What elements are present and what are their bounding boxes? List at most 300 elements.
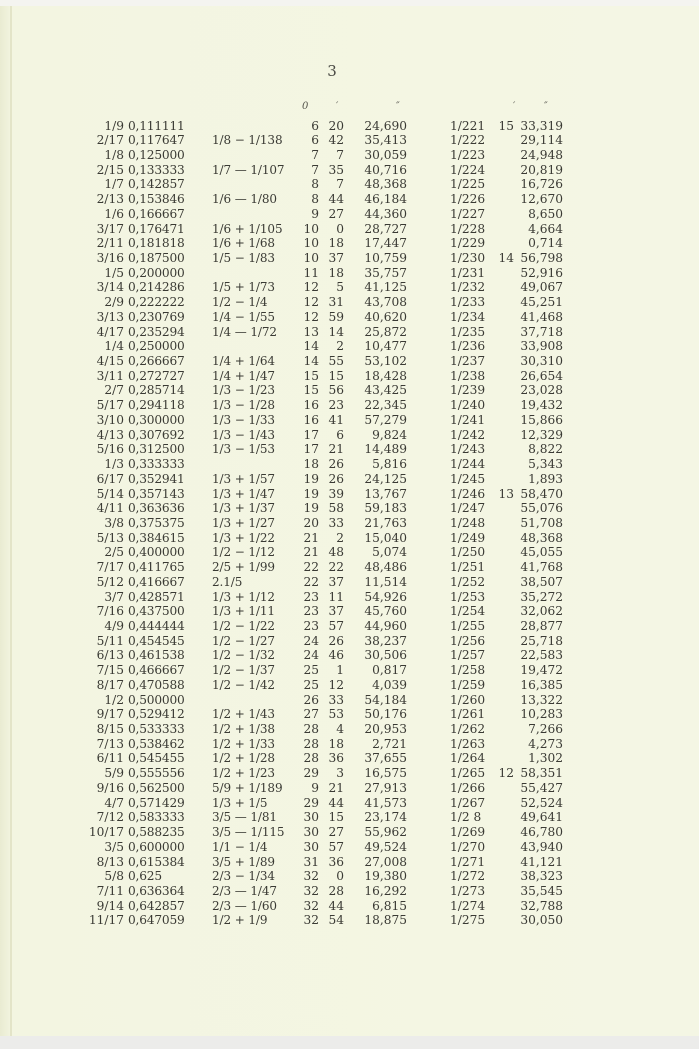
seconds-cell: 46,184 <box>364 192 407 207</box>
decimal-cell: 0,437500 <box>128 604 185 619</box>
reciprocal-cell: 1/246 <box>450 486 486 501</box>
fraction-cell: 2/11 <box>96 236 124 251</box>
seconds-cell: 45,760 <box>364 604 407 619</box>
right-seconds-cell: 55,076 <box>520 501 563 516</box>
table-row <box>0 441 699 457</box>
expression-cell: 1/7 — 1/107 <box>212 162 285 177</box>
decimal-cell: 0,411765 <box>128 560 185 575</box>
right-seconds-cell: 16,726 <box>520 177 563 192</box>
right-seconds-cell: 35,545 <box>520 883 563 898</box>
fraction-cell: 5/12 <box>96 574 124 589</box>
degrees-cell: 31 <box>303 854 319 869</box>
reciprocal-cell: 1/254 <box>450 604 486 619</box>
decimal-cell: 0,583333 <box>128 810 185 825</box>
seconds-cell: 20,953 <box>364 722 407 737</box>
decimal-cell: 0,307692 <box>128 427 185 442</box>
reciprocal-cell: 1/250 <box>450 545 486 560</box>
seconds-cell: 19,380 <box>364 869 407 884</box>
reciprocal-cell: 1/240 <box>450 398 486 413</box>
table-row <box>0 471 699 487</box>
minutes-cell: 55 <box>328 354 344 369</box>
page-number: 3 <box>327 62 337 80</box>
fraction-cell: 6/17 <box>96 471 124 486</box>
fraction-cell: 2/9 <box>104 295 124 310</box>
fraction-cell: 7/12 <box>96 810 124 825</box>
seconds-cell: 40,716 <box>364 162 407 177</box>
table-row <box>0 147 699 163</box>
decimal-cell: 0,461538 <box>128 648 185 663</box>
expression-cell: 1/2 + 1/38 <box>212 722 275 737</box>
minutes-cell: 7 <box>336 147 344 162</box>
fraction-cell: 1/9 <box>104 118 124 133</box>
minutes-cell: 2 <box>336 530 344 545</box>
seconds-cell: 41,125 <box>364 280 407 295</box>
seconds-cell: 57,279 <box>364 412 407 427</box>
minutes-cell: 26 <box>328 457 344 472</box>
reciprocal-cell: 1/230 <box>450 250 486 265</box>
decimal-cell: 0,375375 <box>128 515 185 530</box>
decimal-cell: 0,166667 <box>128 206 185 221</box>
reciprocal-cell: 1/262 <box>450 722 486 737</box>
right-seconds-cell: 46,780 <box>520 825 563 840</box>
minutes-cell: 0 <box>336 869 344 884</box>
decimal-cell: 0,352941 <box>128 471 185 486</box>
expression-cell: 2/3 − 1/34 <box>212 869 275 884</box>
decimal-cell: 0,200000 <box>128 265 185 280</box>
table-row <box>0 736 699 752</box>
expression-cell: 1/3 − 1/53 <box>212 442 275 457</box>
degrees-cell: 28 <box>303 751 319 766</box>
minutes-cell: 37 <box>328 604 344 619</box>
expression-cell: 5/9 + 1/189 <box>212 780 283 795</box>
decimal-cell: 0,454545 <box>128 633 185 648</box>
reciprocal-cell: 1/274 <box>450 898 486 913</box>
minutes-cell: 57 <box>328 839 344 854</box>
table-row <box>0 279 699 295</box>
minutes-cell: 41 <box>328 412 344 427</box>
reciprocal-cell: 1/253 <box>450 589 486 604</box>
expression-cell: 1/3 − 1/43 <box>212 427 275 442</box>
degrees-cell: 29 <box>303 795 319 810</box>
decimal-cell: 0,466667 <box>128 663 185 678</box>
minutes-cell: 59 <box>328 309 344 324</box>
seconds-cell: 37,655 <box>364 751 407 766</box>
degrees-cell: 9 <box>311 206 319 221</box>
reciprocal-cell: 1/241 <box>450 412 486 427</box>
decimal-cell: 0,111111 <box>128 118 185 133</box>
fraction-cell: 4/13 <box>96 427 124 442</box>
fraction-cell: 5/13 <box>96 530 124 545</box>
right-degrees-cell: 14 <box>498 250 514 265</box>
degrees-cell: 23 <box>303 604 319 619</box>
expression-cell: 2.1/5 <box>212 574 243 589</box>
decimal-cell: 0,470588 <box>128 677 185 692</box>
degrees-cell: 32 <box>303 913 319 928</box>
reciprocal-cell: 1/236 <box>450 339 486 354</box>
reciprocal-cell: 1/252 <box>450 574 486 589</box>
reciprocal-cell: 1/261 <box>450 707 486 722</box>
seconds-cell: 48,368 <box>364 177 407 192</box>
degrees-cell: 15 <box>303 383 319 398</box>
right-seconds-cell: 30,310 <box>520 354 563 369</box>
reciprocal-cell: 1/244 <box>450 457 486 472</box>
right-seconds-cell: 33,319 <box>520 118 563 133</box>
fraction-cell: 5/8 <box>104 869 124 884</box>
degrees-cell: 19 <box>303 471 319 486</box>
expression-cell: 1/2 + 1/9 <box>212 913 268 928</box>
right-seconds-cell: 41,121 <box>520 854 563 869</box>
seconds-cell: 10,759 <box>364 250 407 265</box>
seconds-cell: 13,767 <box>364 486 407 501</box>
fraction-cell: 2/15 <box>96 162 124 177</box>
fraction-cell: 7/15 <box>96 663 124 678</box>
expression-cell: 1/2 + 1/43 <box>212 707 275 722</box>
reciprocal-cell: 1/238 <box>450 368 486 383</box>
reciprocal-cell: 1/233 <box>450 295 486 310</box>
table-row <box>0 486 699 502</box>
seconds-cell: 40,620 <box>364 309 407 324</box>
fraction-cell: 1/5 <box>104 265 124 280</box>
table-row <box>0 574 699 590</box>
seconds-cell: 15,040 <box>364 530 407 545</box>
decimal-cell: 0,600000 <box>128 839 185 854</box>
seconds-cell: 41,573 <box>364 795 407 810</box>
expression-cell: 1/8 − 1/138 <box>212 133 283 148</box>
fraction-cell: 6/11 <box>96 751 124 766</box>
expression-cell: 1/2 + 1/33 <box>212 736 275 751</box>
expression-cell: 1/3 + 1/5 <box>212 795 268 810</box>
minutes-cell: 3 <box>336 766 344 781</box>
table-row <box>0 530 699 546</box>
minutes-cell: 44 <box>328 795 344 810</box>
table-row <box>0 500 699 516</box>
seconds-cell: 59,183 <box>364 501 407 516</box>
table-row <box>0 412 699 428</box>
decimal-cell: 0,214286 <box>128 280 185 295</box>
right-seconds-cell: 41,768 <box>520 560 563 575</box>
reciprocal-cell: 1/275 <box>450 913 486 928</box>
right-seconds-cell: 41,468 <box>520 309 563 324</box>
degrees-cell: 12 <box>303 309 319 324</box>
degrees-cell: 12 <box>303 295 319 310</box>
seconds-cell: 11,514 <box>364 574 407 589</box>
right-seconds-cell: 58,351 <box>520 766 563 781</box>
seconds-cell: 5,074 <box>372 545 407 560</box>
fraction-cell: 3/16 <box>96 250 124 265</box>
reciprocal-cell: 1/265 <box>450 766 486 781</box>
minutes-cell: 18 <box>328 236 344 251</box>
fraction-cell: 3/10 <box>96 412 124 427</box>
expression-cell: 1/3 + 1/47 <box>212 486 275 501</box>
expression-cell: 1/2 + 1/23 <box>212 766 275 781</box>
right-degrees-cell: 12 <box>498 766 514 781</box>
right-seconds-cell: 1,893 <box>528 471 563 486</box>
degrees-cell: 25 <box>303 663 319 678</box>
fraction-cell: 3/5 <box>104 839 124 854</box>
expression-cell: 1/3 − 1/28 <box>212 398 275 413</box>
reciprocal-cell: 1/272 <box>450 869 486 884</box>
seconds-cell: 21,763 <box>364 515 407 530</box>
decimal-cell: 0,363636 <box>128 501 185 516</box>
fraction-cell: 2/7 <box>104 383 124 398</box>
decimal-cell: 0,416667 <box>128 574 185 589</box>
seconds-cell: 49,524 <box>364 839 407 854</box>
right-seconds-cell: 20,819 <box>520 162 563 177</box>
expression-cell: 1/4 — 1/72 <box>212 324 277 339</box>
expression-cell: 3/5 — 1/81 <box>212 810 277 825</box>
reciprocal-cell: 1/271 <box>450 854 486 869</box>
table-row <box>0 647 699 663</box>
decimal-cell: 0,647059 <box>128 913 185 928</box>
decimal-cell: 0,636364 <box>128 883 185 898</box>
expression-cell: 1/6 + 1/105 <box>212 221 283 236</box>
fraction-cell: 2/5 <box>104 545 124 560</box>
decimal-cell: 0,285714 <box>128 383 185 398</box>
decimal-cell: 0,222222 <box>128 295 185 310</box>
minutes-cell: 44 <box>328 192 344 207</box>
seconds-cell: 35,413 <box>364 133 407 148</box>
degrees-cell: 26 <box>303 692 319 707</box>
decimal-cell: 0,571429 <box>128 795 185 810</box>
decimal-cell: 0,444444 <box>128 618 185 633</box>
reciprocal-cell: 1/228 <box>450 221 486 236</box>
reciprocal-cell: 1/225 <box>450 177 486 192</box>
fraction-cell: 5/11 <box>96 633 124 648</box>
degrees-cell: 10 <box>303 236 319 251</box>
degrees-cell: 19 <box>303 501 319 516</box>
reciprocal-cell: 1/226 <box>450 192 486 207</box>
expression-cell: 1/3 + 1/27 <box>212 515 275 530</box>
right-seconds-cell: 45,251 <box>520 295 563 310</box>
right-seconds-cell: 52,524 <box>520 795 563 810</box>
decimal-cell: 0,357143 <box>128 486 185 501</box>
expression-cell: 1/5 + 1/73 <box>212 280 275 295</box>
fraction-cell: 5/14 <box>96 486 124 501</box>
table-row <box>0 456 699 472</box>
header-degrees: 0 <box>302 101 309 112</box>
minutes-cell: 37 <box>328 250 344 265</box>
reciprocal-cell: 1/255 <box>450 618 486 633</box>
right-seconds-cell: 37,718 <box>520 324 563 339</box>
fraction-cell: 5/16 <box>96 442 124 457</box>
reciprocal-cell: 1/234 <box>450 309 486 324</box>
degrees-cell: 27 <box>303 707 319 722</box>
right-seconds-cell: 26,654 <box>520 368 563 383</box>
fraction-cell: 1/2 <box>104 692 124 707</box>
decimal-cell: 0,400000 <box>128 545 185 560</box>
degrees-cell: 23 <box>303 618 319 633</box>
table-row <box>0 265 699 281</box>
table-row <box>0 898 699 914</box>
seconds-cell: 16,292 <box>364 883 407 898</box>
table-row <box>0 132 699 148</box>
minutes-cell: 37 <box>328 574 344 589</box>
fraction-cell: 9/14 <box>96 898 124 913</box>
degrees-cell: 10 <box>303 221 319 236</box>
seconds-cell: 18,875 <box>364 913 407 928</box>
right-seconds-cell: 24,948 <box>520 147 563 162</box>
right-seconds-cell: 25,718 <box>520 633 563 648</box>
reciprocal-cell: 1/266 <box>450 780 486 795</box>
minutes-cell: 58 <box>328 501 344 516</box>
degrees-cell: 18 <box>303 457 319 472</box>
fraction-cell: 8/17 <box>96 677 124 692</box>
table-row <box>0 338 699 354</box>
decimal-cell: 0,333333 <box>128 457 185 472</box>
reciprocal-cell: 1/224 <box>450 162 486 177</box>
table-row <box>0 191 699 207</box>
minutes-cell: 20 <box>328 118 344 133</box>
right-seconds-cell: 19,432 <box>520 398 563 413</box>
expression-cell: 1/4 + 1/64 <box>212 354 275 369</box>
fraction-cell: 9/17 <box>96 707 124 722</box>
expression-cell: 1/1 − 1/4 <box>212 839 268 854</box>
seconds-cell: 25,872 <box>364 324 407 339</box>
right-seconds-cell: 4,664 <box>528 221 563 236</box>
expression-cell: 1/3 + 1/22 <box>212 530 275 545</box>
degrees-cell: 6 <box>311 133 319 148</box>
seconds-cell: 55,962 <box>364 825 407 840</box>
minutes-cell: 27 <box>328 206 344 221</box>
decimal-cell: 0,588235 <box>128 825 185 840</box>
minutes-cell: 44 <box>328 898 344 913</box>
seconds-cell: 5,816 <box>372 457 407 472</box>
degrees-cell: 16 <box>303 398 319 413</box>
reciprocal-cell: 1/259 <box>450 677 486 692</box>
fraction-cell: 7/13 <box>96 736 124 751</box>
right-seconds-cell: 52,916 <box>520 265 563 280</box>
degrees-cell: 14 <box>303 339 319 354</box>
table-row <box>0 250 699 266</box>
fraction-cell: 10/17 <box>88 825 124 840</box>
table-row <box>0 235 699 251</box>
right-seconds-cell: 58,470 <box>520 486 563 501</box>
degrees-cell: 30 <box>303 839 319 854</box>
right-seconds-cell: 28,877 <box>520 618 563 633</box>
right-degrees-cell: 13 <box>498 486 514 501</box>
decimal-cell: 0,117647 <box>128 133 185 148</box>
table-row <box>0 397 699 413</box>
table-row <box>0 559 699 575</box>
seconds-cell: 2,721 <box>372 736 407 751</box>
degrees-cell: 23 <box>303 589 319 604</box>
decimal-cell: 0,266667 <box>128 354 185 369</box>
fraction-cell: 7/16 <box>96 604 124 619</box>
right-seconds-cell: 51,708 <box>520 515 563 530</box>
expression-cell: 1/3 + 1/57 <box>212 471 275 486</box>
right-seconds-cell: 8,822 <box>528 442 563 457</box>
minutes-cell: 5 <box>336 280 344 295</box>
degrees-cell: 24 <box>303 633 319 648</box>
minutes-cell: 26 <box>328 633 344 648</box>
right-degrees-cell: 15 <box>498 118 514 133</box>
reciprocal-cell: 1/222 <box>450 133 486 148</box>
minutes-cell: 6 <box>336 427 344 442</box>
table-row <box>0 324 699 340</box>
table-row <box>0 294 699 310</box>
seconds-cell: 35,757 <box>364 265 407 280</box>
decimal-cell: 0,133333 <box>128 162 185 177</box>
right-seconds-cell: 7,266 <box>528 722 563 737</box>
fraction-cell: 1/4 <box>104 339 124 354</box>
reciprocal-cell: 1/221 <box>450 118 486 133</box>
degrees-cell: 28 <box>303 722 319 737</box>
table-row <box>0 883 699 899</box>
right-seconds-cell: 32,062 <box>520 604 563 619</box>
reciprocal-cell: 1/247 <box>450 501 486 516</box>
decimal-cell: 0,625 <box>128 869 162 884</box>
expression-cell: 1/2 − 1/32 <box>212 648 275 663</box>
decimal-cell: 0,125000 <box>128 147 185 162</box>
right-seconds-cell: 49,067 <box>520 280 563 295</box>
minutes-cell: 31 <box>328 295 344 310</box>
degrees-cell: 10 <box>303 250 319 265</box>
table-row <box>0 750 699 766</box>
degrees-cell: 9 <box>311 780 319 795</box>
seconds-cell: 4,039 <box>372 677 407 692</box>
seconds-cell: 54,926 <box>364 589 407 604</box>
fraction-cell: 3/17 <box>96 221 124 236</box>
minutes-cell: 15 <box>328 368 344 383</box>
table-row <box>0 589 699 605</box>
seconds-cell: 48,486 <box>364 560 407 575</box>
table-row <box>0 868 699 884</box>
decimal-cell: 0,545455 <box>128 751 185 766</box>
fraction-cell: 5/17 <box>96 398 124 413</box>
fraction-cell: 4/11 <box>96 501 124 516</box>
minutes-cell: 33 <box>328 515 344 530</box>
decimal-cell: 0,642857 <box>128 898 185 913</box>
minutes-cell: 33 <box>328 692 344 707</box>
minutes-cell: 0 <box>336 221 344 236</box>
degrees-cell: 29 <box>303 766 319 781</box>
minutes-cell: 56 <box>328 383 344 398</box>
minutes-cell: 57 <box>328 618 344 633</box>
table-row <box>0 839 699 855</box>
table-row <box>0 162 699 178</box>
fraction-cell: 4/7 <box>104 795 124 810</box>
right-seconds-cell: 5,343 <box>528 457 563 472</box>
reciprocal-cell: 1/263 <box>450 736 486 751</box>
decimal-cell: 0,294118 <box>128 398 185 413</box>
right-seconds-cell: 32,788 <box>520 898 563 913</box>
seconds-cell: 18,428 <box>364 368 407 383</box>
expression-cell: 1/3 + 1/12 <box>212 589 275 604</box>
minutes-cell: 18 <box>328 265 344 280</box>
minutes-cell: 1 <box>336 663 344 678</box>
minutes-cell: 36 <box>328 751 344 766</box>
expression-cell: 2/3 — 1/60 <box>212 898 277 913</box>
minutes-cell: 12 <box>328 677 344 692</box>
header-right-seconds: ″ <box>544 101 548 112</box>
minutes-cell: 4 <box>336 722 344 737</box>
decimal-cell: 0,538462 <box>128 736 185 751</box>
degrees-cell: 12 <box>303 280 319 295</box>
expression-cell: 1/6 + 1/68 <box>212 236 275 251</box>
degrees-cell: 19 <box>303 486 319 501</box>
expression-cell: 2/5 + 1/99 <box>212 560 275 575</box>
degrees-cell: 7 <box>311 147 319 162</box>
right-seconds-cell: 10,283 <box>520 707 563 722</box>
right-seconds-cell: 38,323 <box>520 869 563 884</box>
decimal-cell: 0,428571 <box>128 589 185 604</box>
reciprocal-cell: 1/260 <box>450 692 486 707</box>
degrees-cell: 21 <box>303 545 319 560</box>
reciprocal-cell: 1/273 <box>450 883 486 898</box>
right-seconds-cell: 49,641 <box>520 810 563 825</box>
seconds-cell: 9,824 <box>372 427 407 442</box>
right-seconds-cell: 1,302 <box>528 751 563 766</box>
